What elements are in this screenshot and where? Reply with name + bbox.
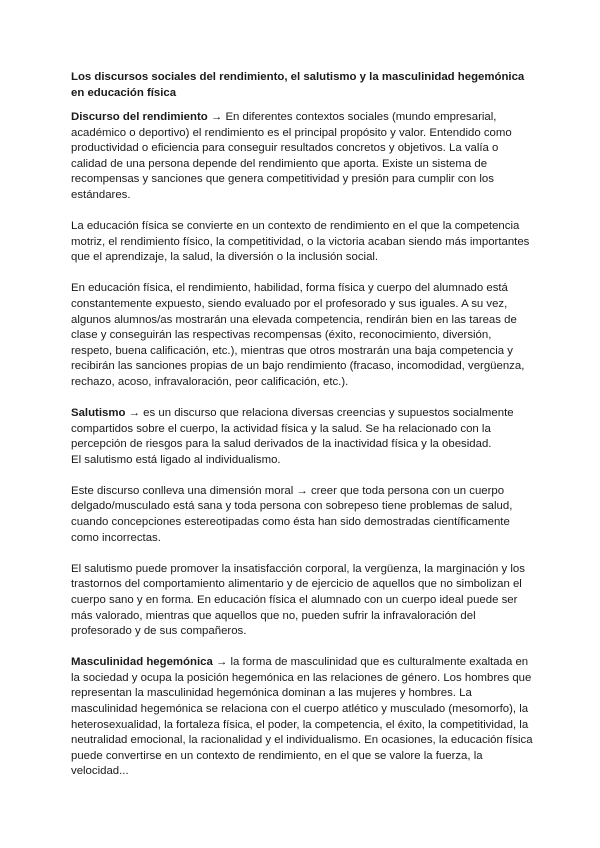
document-title: Los discursos sociales del rendimiento, el salutismo y la masculinidad hegemónica en educación física — [71, 71, 525, 99]
text-salutismo-individualismo: El salutismo está ligado al individualismo. — [71, 453, 281, 466]
arrow-rendimiento: → — [207, 111, 226, 123]
paragraph-insatisfaccion-corporal: El salutismo puede promover la insatisfacción corporal, la vergüenza, la marginación y los trastornos del comportamiento alimentario y de ejercicio de aquellos que no simbolizan el cuerpo sano y en forma. En educación física el alumnado con un cuerpo ideal puede ser más valorado, mientras que aquellos que no, pueden sufrir la infravaloración del profesorado y de sus compañeros. — [71, 562, 525, 638]
text-rendimiento: En diferentes contextos sociales (mundo empresarial, académico o deportivo) el rendimiento es el principal propósito y valor. Entendido como productividad o eficiencia para conseguir resultados concretos y objetivos. La valía o calidad de una persona depende del rendimiento que aporta. Existe un sistema de recompensas y sanciones que genera competitividad y presión para cumplir con los estándares. — [71, 111, 512, 201]
term-rendimiento: Discurso del rendimiento — [71, 111, 208, 123]
arrow-salutismo: → — [125, 407, 144, 419]
paragraph-contexto-rendimiento: La educación física se convierte en un contexto de rendimiento en el que la competencia motriz, el rendimiento físico, la competitividad, o la victoria acaban siendo más importantes que el aprendizaje, la salud, la diversión o la inclusión social. — [71, 220, 530, 264]
term-masculinidad: Masculinidad hegemónica — [71, 656, 213, 669]
section-masculinidad — [71, 655, 533, 780]
paragraph-evaluacion-alumnado: En educación física, el rendimiento, habilidad, forma física y cuerpo del alumnado está constantemente expuesto, siendo evaluado por el profesorado y sus iguales. A su vez, algunos alumnos/as mostrarán una elevada competencia, rendirán bien en las tareas de clase y conseguirán las respectivas recompensas (éxito, reconocimiento, diversión, respeto, buena calificación, etc.), mientras que otros mostrarán una baja competencia y recibirán las sanciones propias de un bajo rendimiento (fracaso, incomodidad, vergüenza, rechazo, acoso, infravaloración, peor calificación, etc.). — [71, 282, 525, 388]
text-masculinidad: la forma de masculinidad que es culturalmente exaltada en la sociedad y ocupa la posición hegemónica en las relaciones de género. Los hombres que representan la masculinidad hegemónica dominan a las mujeres y hombres. La masculinidad hegemónica se relaciona con el cuerpo atlético y musculado (mesomorfo), la heterosexualidad, la fortaleza física, el poder, la competencia, el éxito, la competitividad, la neutralidad emocional, la racionalidad y el individualismo. En ocasiones, la educación física puede convertirse en un contexto de rendimiento, en el que se valore la fuerza, la velocidad... — [71, 656, 533, 778]
paragraph-dimension-moral: Este discurso conlleva una dimensión moral → creer que toda persona con un cuerpo delgado/musculado está sana y toda persona con sobrepeso tiene problemas de salud, cuando concepciones estereotipadas como ésta han sido demostradas científicamente como incorrectas. — [71, 484, 513, 544]
section-salutismo — [71, 406, 533, 468]
arrow-masculinidad: → — [212, 656, 231, 669]
text-salutismo: es un discurso que relaciona diversas creencias y supuestos socialmente compartidos sobre el cuerpo, la actividad física y la salud. Se ha relacionado con la percepción de riesgos para la salud derivados de la inactividad física y la obesidad. — [71, 407, 514, 451]
section-rendimiento — [71, 110, 533, 204]
document-page — [71, 70, 533, 780]
term-salutismo: Salutismo — [71, 407, 126, 419]
